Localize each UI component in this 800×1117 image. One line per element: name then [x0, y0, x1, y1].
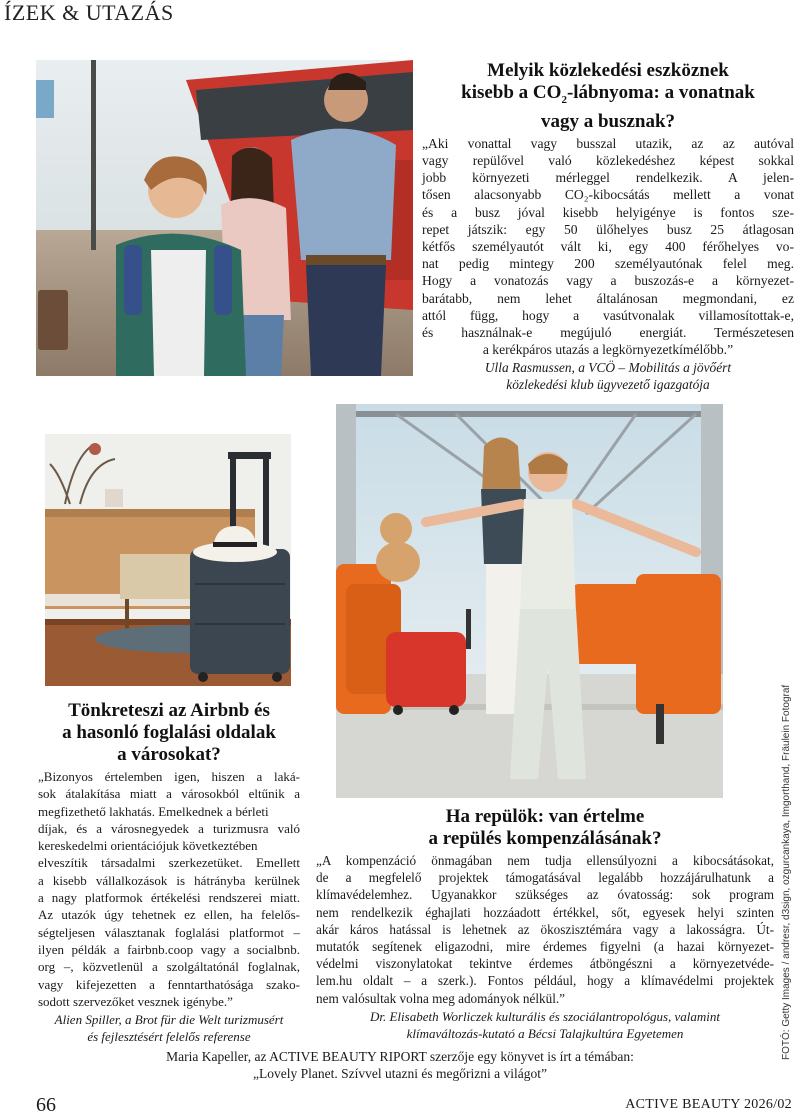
magazine-issue: ACTIVE BEAUTY 2026/02 — [625, 1097, 792, 1112]
photo-train-family — [36, 60, 413, 376]
article-flight-offset — [316, 806, 774, 1042]
body-line: a nagy platformok értékelési rendszerei miatt. — [38, 890, 300, 906]
body-line: nem rendelkezik éghajlati hozzáadott értékkel, sőt, egyesek helyi szinten — [316, 904, 774, 920]
photo-credit: FOTÓ: Getty Images / andresr, d3sign, ozgurcankaya, Imgorthand, Fräulein Fotograf — [781, 684, 792, 1060]
body-line: jobb környezeti mérleggel rendelkezik. A jelen- — [422, 170, 794, 186]
title-line: a repülés kompenzálásának? — [428, 828, 662, 849]
body-line: ilyen példák a fairbnb.coop vagy a socialbnb. — [38, 941, 300, 957]
page-number: 66 — [36, 1094, 56, 1116]
title-line: kisebb a $CO_2$-lábnyoma: a vonatnak — [461, 82, 755, 106]
title-line: a hasonló foglalási oldalak — [62, 722, 276, 743]
article-title — [422, 60, 794, 133]
body-line: és a busz jóval kisebb helyigénye is fontos sze- — [422, 204, 794, 220]
body-line: sodott szervezőket vesznek igénybe.” — [38, 993, 233, 1009]
photo-airport-girl — [336, 404, 723, 798]
body-line: elveszítik társadalmi szerkezetüket. Emellett — [38, 855, 300, 871]
body-line: tősen alacsonyabb CO₂-kibocsátás mellett a vonat — [422, 187, 794, 203]
body-line: repet játszik: egy 50 ülőhelyes busz 25 átlagosan — [422, 221, 794, 237]
body-line: akár káros hatással is lehetnek az ökoszisztémára vagy a lakosságra. Út- — [316, 921, 774, 937]
book-note — [0, 1048, 800, 1082]
body-line: barátabb, nem lehet általánosan megmondani, ez — [422, 290, 794, 306]
body-line: nat pedig mintegy 200 személyautónak felel meg. — [422, 256, 794, 272]
article-body — [422, 135, 794, 359]
title-line: a városokat? — [117, 744, 221, 765]
body-line: sok átalakítása miatt a városokból eltűnik a — [38, 786, 300, 802]
attribution-line: klímaváltozás-kutató a Bécsi Talajkultúra Egyetemen — [406, 1025, 684, 1041]
body-line: de a megfelelő projektek támogatásával legalább hozzájárulhatunk a — [316, 870, 774, 886]
body-line: díjak, és a városnegyedek a turizmusra való — [38, 820, 300, 836]
book-note-line: Maria Kapeller, az ACTIVE BEAUTY RIPORT szerzője egy könyvet is írt a témában: — [166, 1049, 634, 1064]
title-line: Melyik közlekedési eszköznek — [487, 60, 729, 81]
body-line: vagy kifejezetten a fenntarthatósága szako- — [38, 976, 300, 992]
body-line: Az utazók úgy tehetnek ez ellen, ha felelős- — [38, 907, 300, 923]
article-airbnb — [38, 700, 300, 1045]
article-title — [38, 700, 300, 766]
body-line: nem valósultak volna meg adományok nélkül.” — [316, 990, 566, 1006]
article-attribution — [422, 359, 794, 393]
body-line: lem.hu oldalt – a szerk.). Fontos például, hogy a klímavédelmi projektek — [316, 973, 774, 989]
article-attribution — [38, 1011, 300, 1045]
body-line: ségteljesen választanak foglalási platformot – — [38, 924, 300, 940]
body-line: és használnak-e megújuló energiát. Természetesen — [422, 325, 794, 341]
body-line: vagy repülővel való közlekedéshez képest sokkal — [422, 153, 794, 168]
photo-suitcase-room — [45, 434, 291, 686]
article-attribution — [316, 1008, 774, 1042]
body-line: mutatók segítenek eligazodni, mire érdemes figyelni (a hazai környezet- — [316, 939, 774, 955]
title-line: Tönkreteszi az Airbnb és — [68, 700, 270, 721]
section-label: ÍZEK & UTAZÁS — [4, 0, 174, 25]
article-body — [38, 768, 300, 1010]
attribution-line: és fejlesztésért felelős referense — [87, 1029, 251, 1045]
body-line: a kerékpáros utazás a legkörnyezetkímélőbb.” — [482, 342, 734, 358]
attribution-line: Alien Spiller, a Brot für die Welt turizmusért — [54, 1012, 284, 1028]
body-line: Hogy a vonatozás vagy a buszozás-e a környezet- — [422, 273, 794, 289]
title-line: vagy a busznak? — [540, 110, 676, 132]
body-line: „Aki vonattal vagy busszal utazik, az az autóval — [422, 135, 794, 151]
body-line: kétfős személyautót vált ki, egy 400 férőhelyes vo- — [422, 239, 794, 255]
book-note-title: „Lovely Planet. Szívvel utazni és megőrizni a világot” — [253, 1066, 547, 1081]
attribution-line: közlekedési klub ügyvezető igazgatója — [506, 377, 710, 393]
body-line: a kisebb vállalkozások is hátrányba kerülnek — [38, 872, 300, 888]
attribution-line: Ulla Rasmussen, a VCÖ – Mobilitás a jövőért — [484, 360, 732, 376]
title-line: Ha repülök: van értelme — [445, 806, 645, 827]
body-line: védelmi viszonylatokat tekintve érdemes átböngészni a környezetvéde- — [316, 956, 774, 972]
body-line: attól függ, hogy a vasútvonalak villamosítottak-e, — [422, 307, 794, 323]
body-line: „A kompenzáció önmagában nem tudja ellensúlyozni a kibocsátásokat, — [316, 853, 774, 868]
body-line: kereskedelmi orientációjuk következtében — [38, 838, 258, 854]
body-line: „Bizonyos értelemben igen, hiszen a laká- — [38, 769, 300, 784]
article-train-vs-bus — [422, 60, 794, 393]
attribution-line: Dr. Elisabeth Worliczek kulturális és szociálantropológus, valamint — [369, 1008, 721, 1024]
article-title — [316, 806, 774, 850]
body-line: klímavédelemhez. Ugyanakkor szükséges az óvatosság: sok program — [316, 887, 774, 903]
body-line: megfizethető lakhatás. Emelkednek a bérleti — [38, 803, 269, 819]
article-body — [316, 852, 774, 1007]
body-line: org –, közvetlenül a szolgáltatónál foglalnak, — [38, 959, 300, 975]
